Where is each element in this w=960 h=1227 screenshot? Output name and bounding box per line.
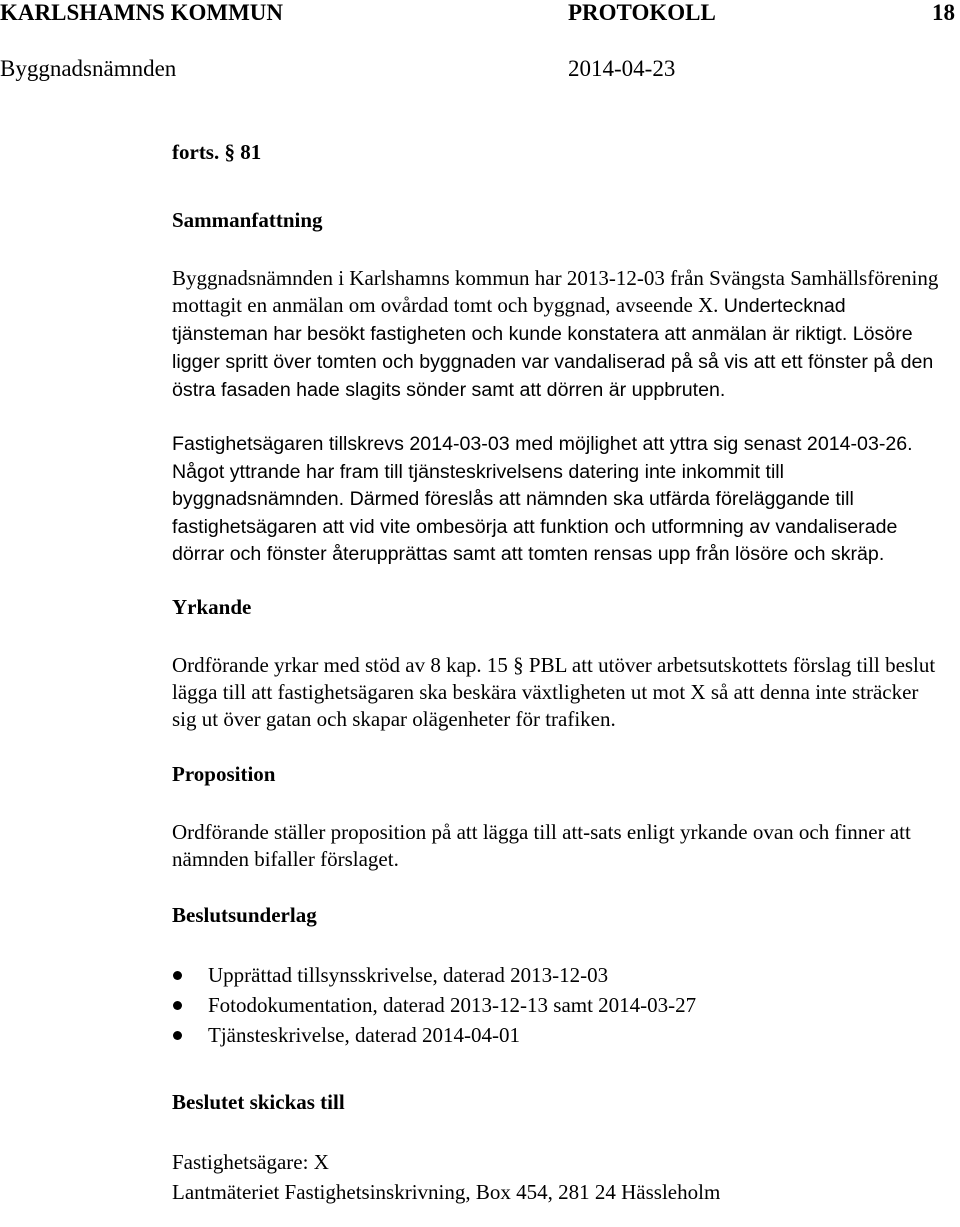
organization-name: KARLSHAMNS KOMMUN — [0, 0, 284, 25]
proposition-text: Ordförande ställer proposition på att lägga till att-sats enligt yrkande ovan och finner att nämnden bifaller förslaget. — [172, 819, 911, 871]
department-name: Byggnadsnämnden — [0, 56, 177, 81]
bullet-icon — [173, 1031, 182, 1040]
bullet-icon — [173, 971, 182, 980]
document-type: PROTOKOLL — [568, 0, 716, 25]
basis-item-1: Upprättad tillsynsskrivelse, daterad 2013-12-03 — [208, 962, 609, 987]
recipients-heading: Beslutet skickas till — [172, 1089, 345, 1114]
continuation-label: forts. § 81 — [172, 140, 262, 164]
recipient-2: Lantmäteriet Fastighetsinskrivning, Box 454, 281 24 Hässleholm — [172, 1179, 721, 1204]
page-number: 18 — [932, 0, 955, 25]
basis-heading: Beslutsunderlag — [172, 902, 317, 927]
proposition-heading: Proposition — [172, 761, 276, 786]
basis-item-2: Fotodokumentation, daterad 2013-12-13 samt 2014-03-27 — [208, 992, 697, 1017]
basis-list — [172, 960, 942, 1050]
recipient-1: Fastighetsägare: X — [172, 1149, 329, 1174]
summary-paragraph-1-sans: Undertecknad tjänsteman har besökt fastigheten och kunde konstatera att anmälan är riktigt. Lösöre ligger spritt över tomten och byggnaden var vandaliserad på så vis att ett fönster på den östra fasaden hade slagits sönder samt att dörren är uppbruten. — [172, 295, 934, 401]
protocol-body — [172, 138, 942, 1207]
protocol-date: 2014-04-23 — [568, 56, 676, 81]
basis-item-3: Tjänsteskrivelse, daterad 2014-04-01 — [208, 1022, 520, 1047]
list-item — [172, 960, 942, 990]
summary-paragraph-1-serif: Byggnadsnämnden i Karlshamns kommun har 2013-12-03 från Svängsta Samhällsförening mottagit en anmälan om ovårdad tomt och byggnad, avseende X. — [172, 266, 939, 317]
summary-heading: Sammanfattning — [172, 208, 323, 232]
bullet-icon — [173, 1001, 182, 1010]
list-item — [172, 1020, 942, 1050]
summary-paragraph-2: Fastighetsägaren tillskrevs 2014-03-03 med möjlighet att yttra sig senast 2014-03-26. Något yttrande har fram till tjänsteskrivelsens datering inte inkommit till byggnadsnämnden. Därmed föreslås att nämnden ska utfärda föreläggande till fastighetsägaren att vid vite ombesörja att funktion och utformning av vandaliserade dörrar och fönster återupprättas samt att tomten rensas upp från lösöre och skräp. — [172, 433, 913, 565]
summary-paragraph-1 — [172, 265, 942, 404]
motion-heading: Yrkande — [172, 594, 252, 619]
motion-text: Ordförande yrkar med stöd av 8 kap. 15 § PBL att utöver arbetsutskottets förslag till beslut lägga till att fastighetsägaren ska beskära växtligheten ut mot X så att denna inte sträcker sig ut över gatan och skapar olägenheter för trafiken. — [172, 652, 936, 731]
list-item — [172, 990, 942, 1020]
